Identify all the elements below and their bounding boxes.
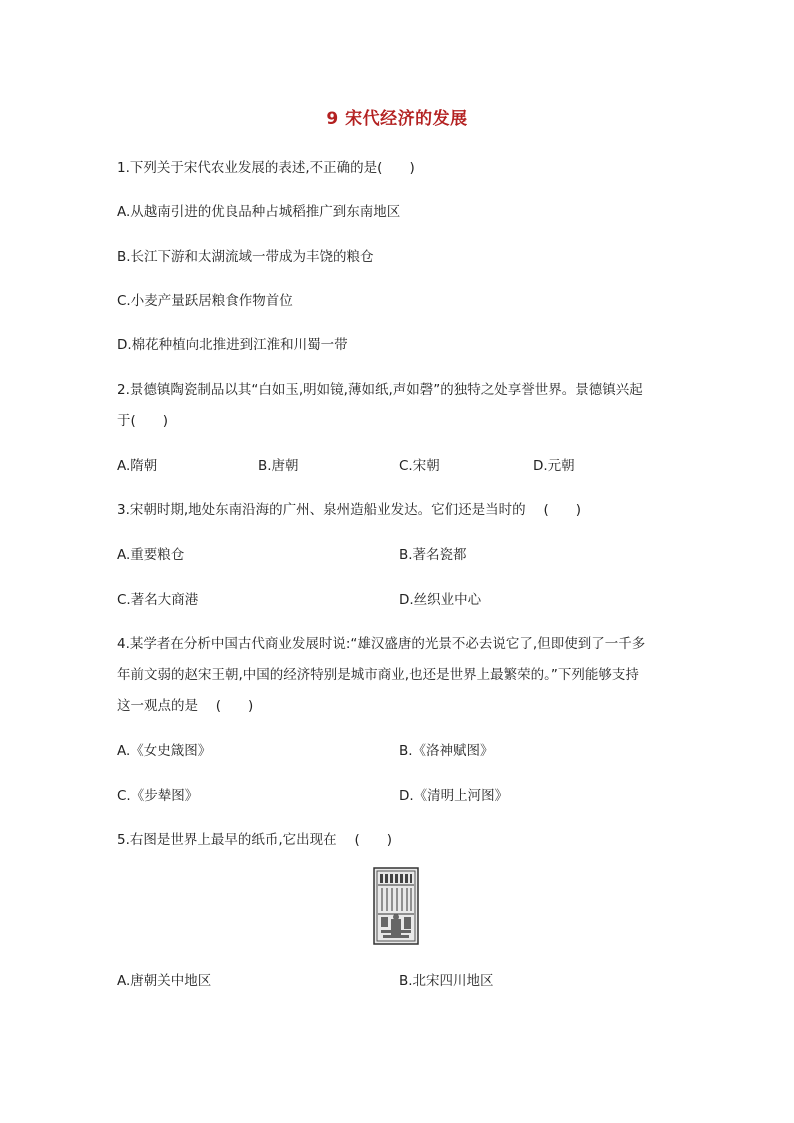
question-1-stem: 1.下列关于宋代农业发展的表述,不正确的是( ) [117, 160, 415, 176]
question-1-option-c: C.小麦产量跃居粮食作物首位 [117, 293, 293, 309]
question-4-option-c: C.《步辇图》 [117, 788, 199, 804]
question-2-option-c: C.宋朝 [399, 458, 440, 474]
question-5-stem: 5.右图是世界上最早的纸币,它出现在 ( ) [117, 832, 392, 848]
jiaozi-banknote-image [373, 867, 419, 945]
question-4-stem-line-2: 年前文弱的赵宋王朝,中国的经济特别是城市商业,也还是世界上最繁荣的。”下列能够支持 [117, 667, 639, 683]
question-4-stem-line-3: 这一观点的是 ( ) [117, 698, 254, 714]
question-3-option-a: A.重要粮仓 [117, 547, 185, 563]
question-5-option-a: A.唐朝关中地区 [117, 973, 212, 989]
question-4-option-b: B.《洛神赋图》 [399, 743, 494, 759]
question-4-stem-line-1: 4.某学者在分析中国古代商业发展时说:“雄汉盛唐的光景不必去说它了,但即使到了一千多 [117, 636, 646, 652]
question-1-option-b: B.长江下游和太湖流域一带成为丰饶的粮仓 [117, 249, 374, 265]
question-3-option-d: D.丝织业中心 [399, 592, 482, 608]
question-2-option-d: D.元朝 [533, 458, 575, 474]
question-3-option-b: B.著名瓷都 [399, 547, 467, 563]
question-1-option-a: A.从越南引进的优良品种占城稻推广到东南地区 [117, 204, 401, 220]
question-2-option-b: B.唐朝 [258, 458, 299, 474]
question-5-option-b: B.北宋四川地区 [399, 973, 494, 989]
question-1-option-d: D.棉花种植向北推进到江淮和川蜀一带 [117, 337, 348, 353]
question-2-stem-line-1: 2.景德镇陶瓷制品以其“白如玉,明如镜,薄如纸,声如磬”的独特之处享誉世界。景德镇兴起 [117, 382, 643, 398]
question-4-option-a: A.《女史箴图》 [117, 743, 212, 759]
question-3-option-c: C.著名大商港 [117, 592, 199, 608]
question-3-stem: 3.宋朝时期,地处东南沿海的广州、泉州造船业发达。它们还是当时的 ( ) [117, 502, 581, 518]
page-title: 9 宋代经济的发展 [326, 109, 468, 129]
question-4-option-d: D.《清明上河图》 [399, 788, 509, 804]
question-2-option-a: A.隋朝 [117, 458, 158, 474]
question-2-stem-line-2: 于( ) [117, 413, 169, 429]
